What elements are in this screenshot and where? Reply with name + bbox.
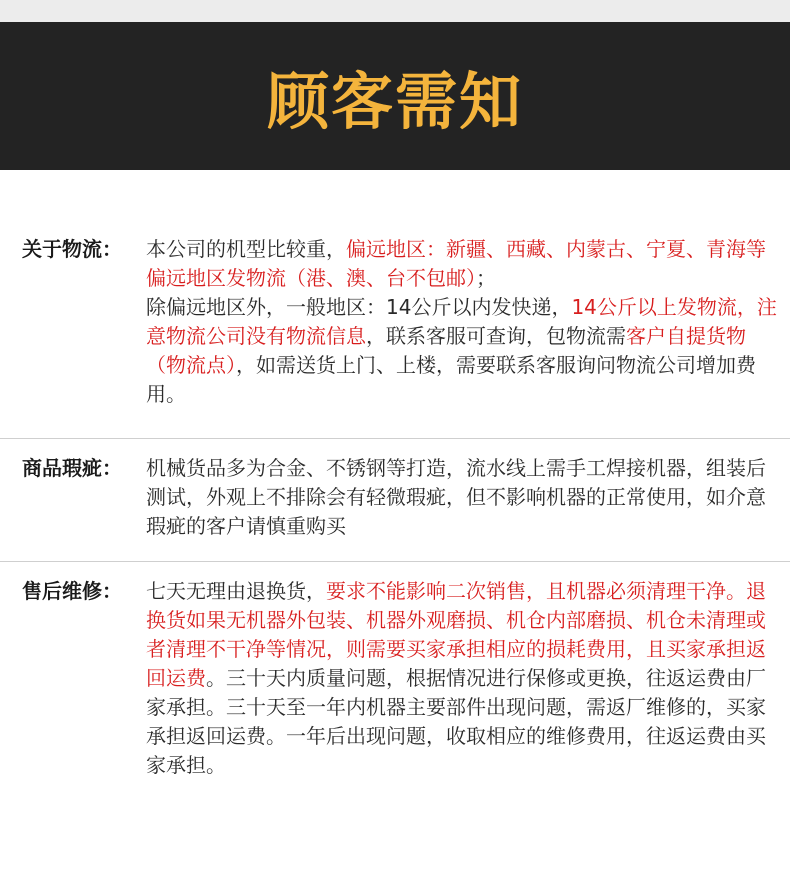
text-span-red: 客户自提货物（物流点）	[146, 324, 746, 377]
section-body	[146, 577, 778, 780]
text-span-red: 要求不能影响二次销售，且机器必须清理干净。退换货如果无机器外包装、机器外观磨损、机仓内部磨损、机仓未清理或者清理不干净等情况，则需要买家承担相应的损耗费用，且买家承担返回运费	[146, 579, 766, 690]
text-span: 除偏远地区外，一般地区：14公斤以内发快递，	[146, 295, 572, 319]
page-title: 顾客需知	[266, 64, 523, 138]
text-span: ；	[476, 266, 496, 290]
section-body	[146, 454, 778, 541]
text-span: ，如需送货上门、上楼，需要联系客服询问物流公司增加费用。	[146, 353, 756, 406]
text-span: 本公司的机型比较重，	[146, 237, 346, 261]
top-strip	[0, 0, 790, 22]
text-span-red: 偏远地区：新疆、西藏、内蒙古、宁夏、青海等偏远地区发物流（港、澳、台不包邮）	[146, 237, 766, 290]
text-span-red: 14公斤以上发物流，注意物流公司没有物流信息	[146, 295, 777, 348]
divider	[0, 561, 790, 562]
text-span: 七天无理由退换货，	[146, 579, 326, 603]
text-span: ，联系客服可查询，包物流需	[366, 324, 626, 348]
section-body	[146, 235, 778, 409]
section-label: 关于物流：	[22, 237, 122, 261]
text-span: 。三十天内质量问题，根据情况进行保修或更换，往返运费由厂家承担。三十天至一年内机器主要部件出现问题，需返厂维修的，买家承担返回运费。一年后出现问题，收取相应的维修费用，往返运费由买家承担。	[146, 666, 766, 777]
header-banner	[0, 22, 790, 170]
section-label: 售后维修：	[22, 579, 122, 603]
divider	[0, 438, 790, 439]
notice-content	[0, 170, 790, 870]
text-span: 机械货品多为合金、不锈钢等打造，流水线上需手工焊接机器，组装后测试，外观上不排除会有轻微瑕疵，但不影响机器的正常使用，如介意瑕疵的客户请慎重购买	[146, 456, 766, 538]
section-label: 商品瑕疵：	[22, 456, 122, 480]
